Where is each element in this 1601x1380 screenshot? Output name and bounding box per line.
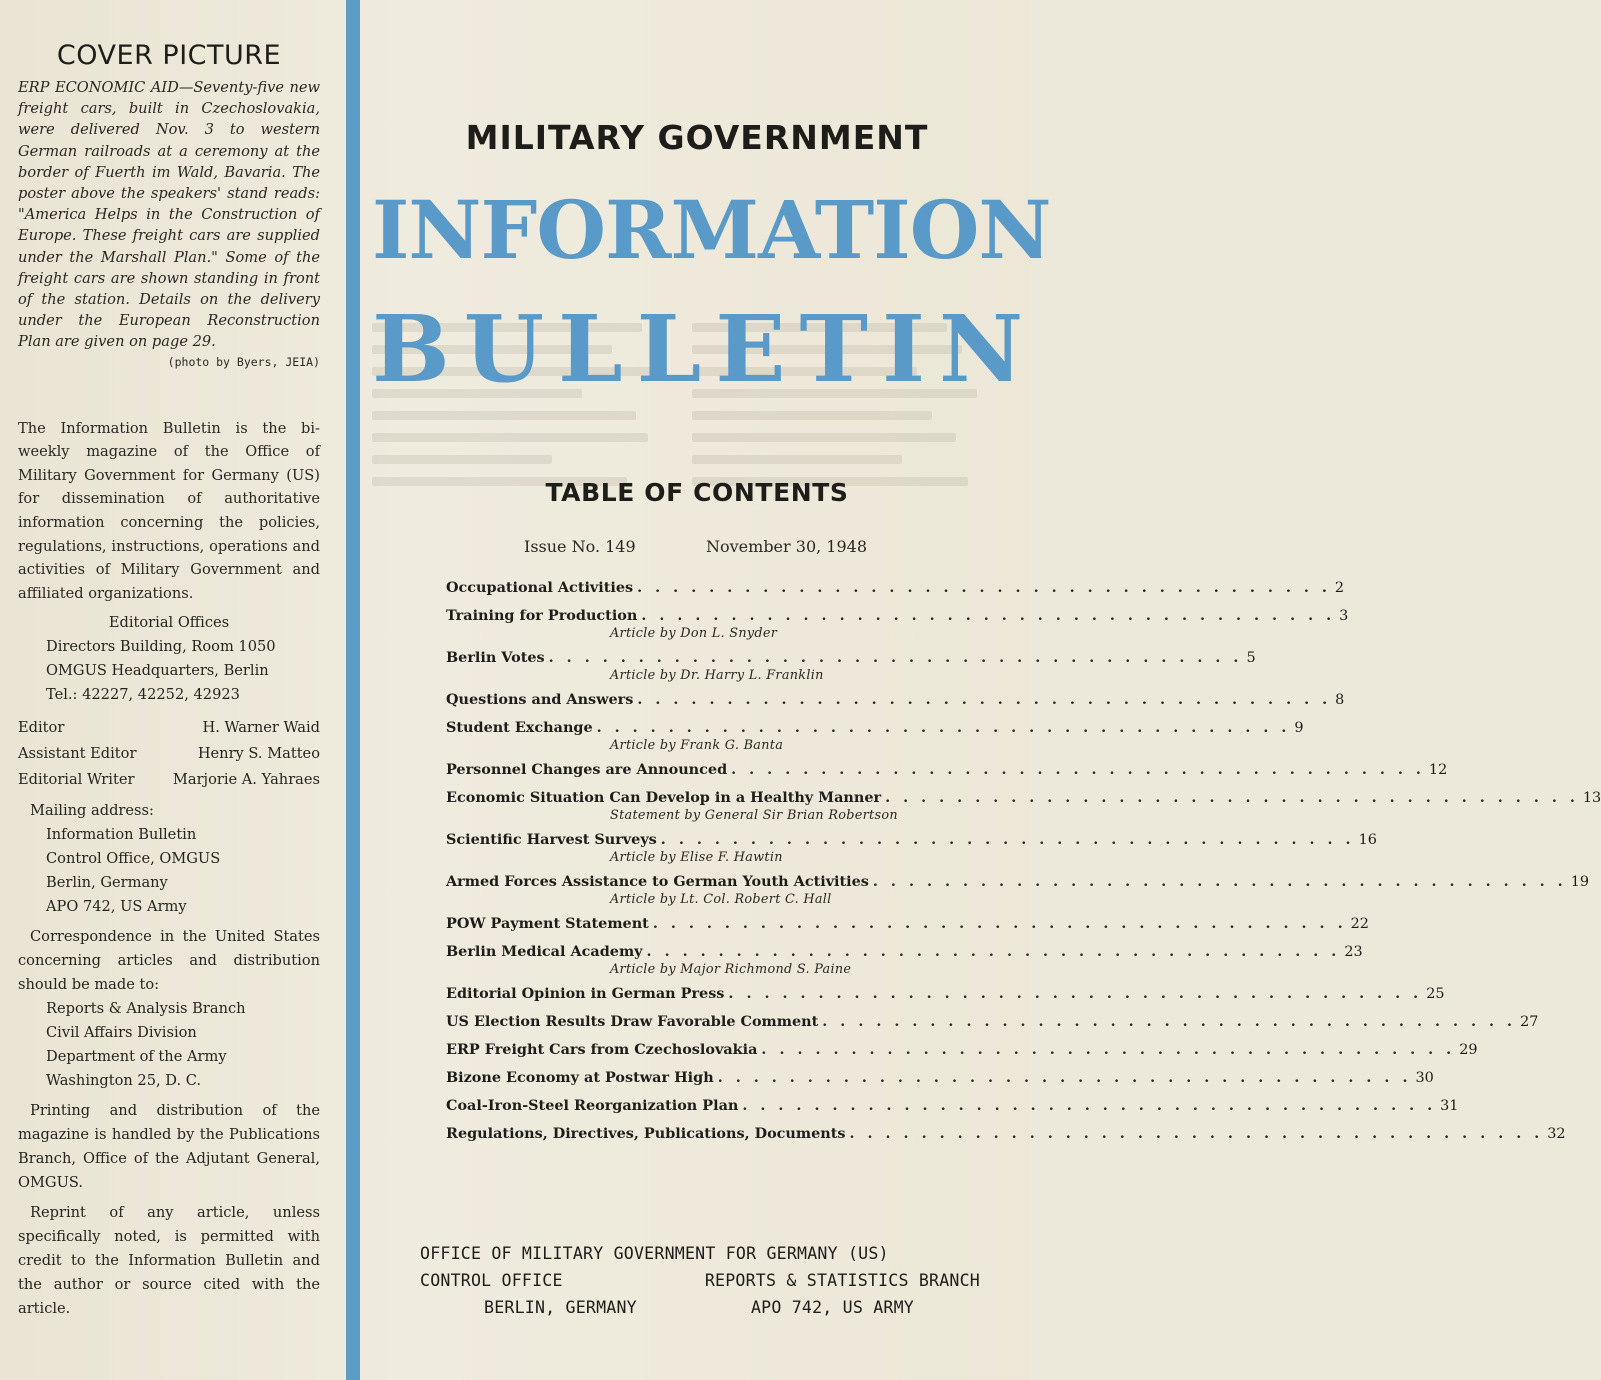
toc-entry-title: Editorial Opinion in German Press xyxy=(446,985,725,1002)
toc-leader-dots: . . . . . . . . . . . . . . . . . . . . . . . . . . . . . . . . . . . . . . . xyxy=(731,761,1425,778)
toc-entry-page: 23 xyxy=(1344,944,1363,960)
staff-name: H. Warner Waid xyxy=(202,719,320,737)
toc-entry-byline: Article by Dr. Harry L. Franklin xyxy=(610,668,824,683)
printing-text: Printing and distribution of the magazine is handled by the Publications Branch, Office of the Adjutant General, OMGUS. xyxy=(18,1102,320,1192)
toc-leader-dots: . . . . . . . . . . . . . . . . . . . . . . . . . . . . . . . . . . . . . . . xyxy=(641,607,1336,624)
toc-entry-page: 3 xyxy=(1339,608,1349,624)
toc-entry-title: Questions and Answers xyxy=(446,691,634,708)
toc-leader-dots: . . . . . . . . . . . . . . . . . . . . . . . . . . . . . . . . . . . . . . . xyxy=(596,719,1291,736)
staff-row xyxy=(18,715,320,741)
mailing-line: Information Bulletin xyxy=(46,826,197,844)
staff-row xyxy=(18,767,320,793)
toc-line xyxy=(446,788,1601,808)
toc-entry-page: 9 xyxy=(1294,720,1304,736)
corr-line: Washington 25, D. C. xyxy=(46,1072,202,1090)
toc-line xyxy=(446,760,1448,780)
mailing-address xyxy=(18,799,320,919)
toc-entry-title: Scientific Harvest Surveys xyxy=(446,831,657,848)
mailing-line: Berlin, Germany xyxy=(46,874,168,892)
masthead-title-bulletin: BULLETIN xyxy=(372,295,1038,403)
toc-entry xyxy=(446,718,1304,753)
toc-line xyxy=(446,1040,1478,1060)
toc-entry-title: Regulations, Directives, Publications, Documents xyxy=(446,1125,846,1142)
toc-leader-dots: . . . . . . . . . . . . . . . . . . . . . . . . . . . . . . . . . . . . . . . xyxy=(717,1069,1412,1086)
masthead-title-information: INFORMATION xyxy=(372,183,1051,277)
toc-leader-dots: . . . . . . . . . . . . . . . . . . . . . . . . . . . . . . . . . . . . . . . xyxy=(742,1097,1437,1114)
toc-entry-title: Personnel Changes are Announced xyxy=(446,761,728,778)
about-intro: The Information Bulletin is the bi-weekly magazine of the Office of Military Government for Germany (US) for dissemination of authoritative information concerning the policies, regulations, instructions, operations and activities of Military Government and affiliated organizations. xyxy=(18,419,320,602)
toc-list xyxy=(446,578,1601,1152)
toc-leader-dots: . . . . . . . . . . . . . . . . . . . . . . . . . . . . . . . . . . . . . . . xyxy=(728,985,1423,1002)
toc-entry-page: 22 xyxy=(1350,916,1369,932)
toc-leader-dots: . . . . . . . . . . . . . . . . . . . . . . . . . . . . . . . . . . . . . . . xyxy=(822,1013,1517,1030)
toc-entry xyxy=(446,1096,1459,1116)
toc-entry-page: 19 xyxy=(1570,874,1589,890)
toc-entry xyxy=(446,1040,1478,1060)
toc-line xyxy=(446,648,1256,668)
masthead-org: MILITARY GOVERNMENT xyxy=(465,118,929,157)
toc-entry-title: Bizone Economy at Postwar High xyxy=(446,1069,714,1086)
toc-entry-title: POW Payment Statement xyxy=(446,915,649,932)
toc-entry-title: Occupational Activities xyxy=(446,579,634,596)
toc-leader-dots: . . . . . . . . . . . . . . . . . . . . . . . . . . . . . . . . . . . . . . . xyxy=(646,943,1341,960)
toc-entry-byline: Article by Elise F. Hawtin xyxy=(610,850,783,865)
footer-line-3 xyxy=(484,1298,914,1317)
toc-entry-page: 25 xyxy=(1426,986,1445,1002)
correspondence-address xyxy=(18,997,320,1093)
toc-entry-byline: Article by Lt. Col. Robert C. Hall xyxy=(610,892,832,907)
footer-city: BERLIN, GERMANY xyxy=(484,1298,637,1317)
footer-control-office: CONTROL OFFICE xyxy=(420,1271,563,1290)
staff-list xyxy=(18,715,320,793)
toc-entry xyxy=(446,942,1363,977)
toc-leader-dots: . . . . . . . . . . . . . . . . . . . . . . . . . . . . . . . . . . . . . . . xyxy=(872,873,1567,890)
toc-line xyxy=(446,942,1363,962)
offices-heading: Editorial Offices xyxy=(108,614,230,632)
toc-entry-page: 16 xyxy=(1358,832,1377,848)
toc-entry-byline: Article by Major Richmond S. Paine xyxy=(610,962,852,977)
toc-entry xyxy=(446,984,1445,1004)
staff-role: Editor xyxy=(18,719,65,737)
toc-entry-title: Economic Situation Can Develop in a Healthy Manner xyxy=(446,789,882,806)
toc-entry-title: Berlin Votes xyxy=(446,649,545,666)
toc-line xyxy=(446,578,1345,598)
toc-entry-page: 31 xyxy=(1440,1098,1459,1114)
toc-leader-dots: . . . . . . . . . . . . . . . . . . . . . . . . . . . . . . . . . . . . . . . xyxy=(761,1041,1456,1058)
toc-line xyxy=(446,872,1589,892)
footer-line-2 xyxy=(420,1271,980,1290)
toc-line xyxy=(446,984,1445,1004)
toc-entry-title: Armed Forces Assistance to German Youth Activities xyxy=(446,873,869,890)
toc-leader-dots: . . . . . . . . . . . . . . . . . . . . . . . . . . . . . . . . . . . . . . . xyxy=(849,1125,1544,1142)
offices-line: OMGUS Headquarters, Berlin xyxy=(46,662,269,680)
toc-entry xyxy=(446,788,1601,823)
toc-leader-dots: . . . . . . . . . . . . . . . . . . . . . . . . . . . . . . . . . . . . . . . xyxy=(652,915,1347,932)
staff-row xyxy=(18,741,320,767)
photo-credit: (photo by Byers, JEIA) xyxy=(167,354,320,369)
toc-heading: TABLE OF CONTENTS xyxy=(545,478,849,507)
toc-line xyxy=(446,1124,1566,1144)
toc-entry-page: 5 xyxy=(1246,650,1256,666)
footer-line-1: OFFICE OF MILITARY GOVERNMENT FOR GERMANY (US) xyxy=(420,1244,889,1263)
toc-entry-title: Berlin Medical Academy xyxy=(446,943,643,960)
issue-number: Issue No. 149 xyxy=(524,537,636,556)
staff-role: Assistant Editor xyxy=(18,745,137,763)
toc-line xyxy=(446,1068,1434,1088)
offices-line: Directors Building, Room 1050 xyxy=(46,638,276,656)
toc-entry-byline: Article by Don L. Snyder xyxy=(610,626,778,641)
toc-entry xyxy=(446,872,1589,907)
toc-leader-dots: . . . . . . . . . . . . . . . . . . . . . . . . . . . . . . . . . . . . . . . xyxy=(637,579,1331,596)
toc-entry-title: US Election Results Draw Favorable Comment xyxy=(446,1013,819,1030)
toc-entry-page: 27 xyxy=(1520,1014,1539,1030)
toc-entry-page: 13 xyxy=(1582,790,1601,806)
toc-entry-title: Training for Production xyxy=(446,607,638,624)
toc-entry xyxy=(446,1124,1566,1144)
reprint-text: Reprint of any article, unless specifically noted, is permitted with credit to the Information Bulletin and the author or source cited with the article. xyxy=(18,1204,320,1318)
staff-name: Marjorie A. Yahraes xyxy=(172,771,320,789)
corr-line: Civil Affairs Division xyxy=(46,1024,197,1042)
footer-apo: APO 742, US ARMY xyxy=(750,1298,914,1317)
editorial-offices xyxy=(18,611,320,707)
staff-name: Henry S. Matteo xyxy=(197,745,320,763)
left-column xyxy=(18,40,320,1321)
corr-line: Department of the Army xyxy=(46,1048,227,1066)
correspondence-text: Correspondence in the United States concerning articles and distribution should be made to: xyxy=(18,928,320,994)
toc-entry-title: ERP Freight Cars from Czechoslovakia xyxy=(446,1041,758,1058)
toc-entry xyxy=(446,914,1369,934)
toc-line xyxy=(446,1012,1539,1032)
toc-entry-title: Student Exchange xyxy=(446,719,593,736)
toc-entry xyxy=(446,606,1349,641)
toc-entry-page: 32 xyxy=(1547,1126,1566,1142)
toc-line xyxy=(446,830,1377,850)
issue-date: November 30, 1948 xyxy=(706,537,868,556)
toc-line xyxy=(446,690,1345,710)
toc-entry xyxy=(446,1012,1539,1032)
cover-caption: ERP ECONOMIC AID—Seventy-five new freight cars, built in Czechoslovakia, were delivered Nov. 3 to western German railroads at a ceremony at the border of Fuerth im Wald, Bavaria. The poster above the speakers' stand reads: "America Helps in the Construction of Europe. These freight cars are supplied under the Marshall Plan." Some of the freight cars are shown standing in front of the station. Details on the delivery under the European Reconstruction Plan are given on page 29. xyxy=(18,79,320,351)
toc-entry xyxy=(446,578,1345,598)
toc-entry-page: 12 xyxy=(1428,762,1448,778)
toc-line xyxy=(446,914,1369,934)
toc-leader-dots: . . . . . . . . . . . . . . . . . . . . . . . . . . . . . . . . . . . . . . . xyxy=(885,789,1579,806)
toc-entry-page: 8 xyxy=(1335,692,1345,708)
toc-leader-dots: . . . . . . . . . . . . . . . . . . . . . . . . . . . . . . . . . . . . . . . xyxy=(548,649,1243,666)
blue-vertical-rule xyxy=(346,0,360,1380)
staff-role: Editorial Writer xyxy=(18,771,135,789)
toc-entry xyxy=(446,648,1256,683)
toc-line xyxy=(446,606,1349,626)
mailing-line: APO 742, US Army xyxy=(46,898,187,916)
toc-entry xyxy=(446,1068,1434,1088)
cover-picture-heading: COVER PICTURE xyxy=(56,40,282,71)
toc-entry-byline: Statement by General Sir Brian Robertson xyxy=(610,808,898,823)
toc-entry-page: 2 xyxy=(1334,580,1345,596)
mailing-heading: Mailing address: xyxy=(30,802,154,820)
toc-leader-dots: . . . . . . . . . . . . . . . . . . . . . . . . . . . . . . . . . . . . . . . xyxy=(660,831,1355,848)
offices-line: Tel.: 42227, 42252, 42923 xyxy=(46,686,240,704)
toc-entry-page: 30 xyxy=(1415,1070,1434,1086)
toc-entry xyxy=(446,760,1448,780)
toc-entry xyxy=(446,830,1377,865)
toc-entry-byline: Article by Frank G. Banta xyxy=(610,738,784,753)
footer-branch: REPORTS & STATISTICS BRANCH xyxy=(704,1271,980,1290)
toc-leader-dots: . . . . . . . . . . . . . . . . . . . . . . . . . . . . . . . . . . . . . . . xyxy=(637,691,1332,708)
corr-line: Reports & Analysis Branch xyxy=(46,1000,246,1018)
toc-line xyxy=(446,1096,1459,1116)
toc-line xyxy=(446,718,1304,738)
mailing-line: Control Office, OMGUS xyxy=(46,850,221,868)
toc-entry-page: 29 xyxy=(1459,1042,1478,1058)
toc-entry-title: Coal-Iron-Steel Reorganization Plan xyxy=(446,1097,739,1114)
toc-entry xyxy=(446,690,1345,710)
